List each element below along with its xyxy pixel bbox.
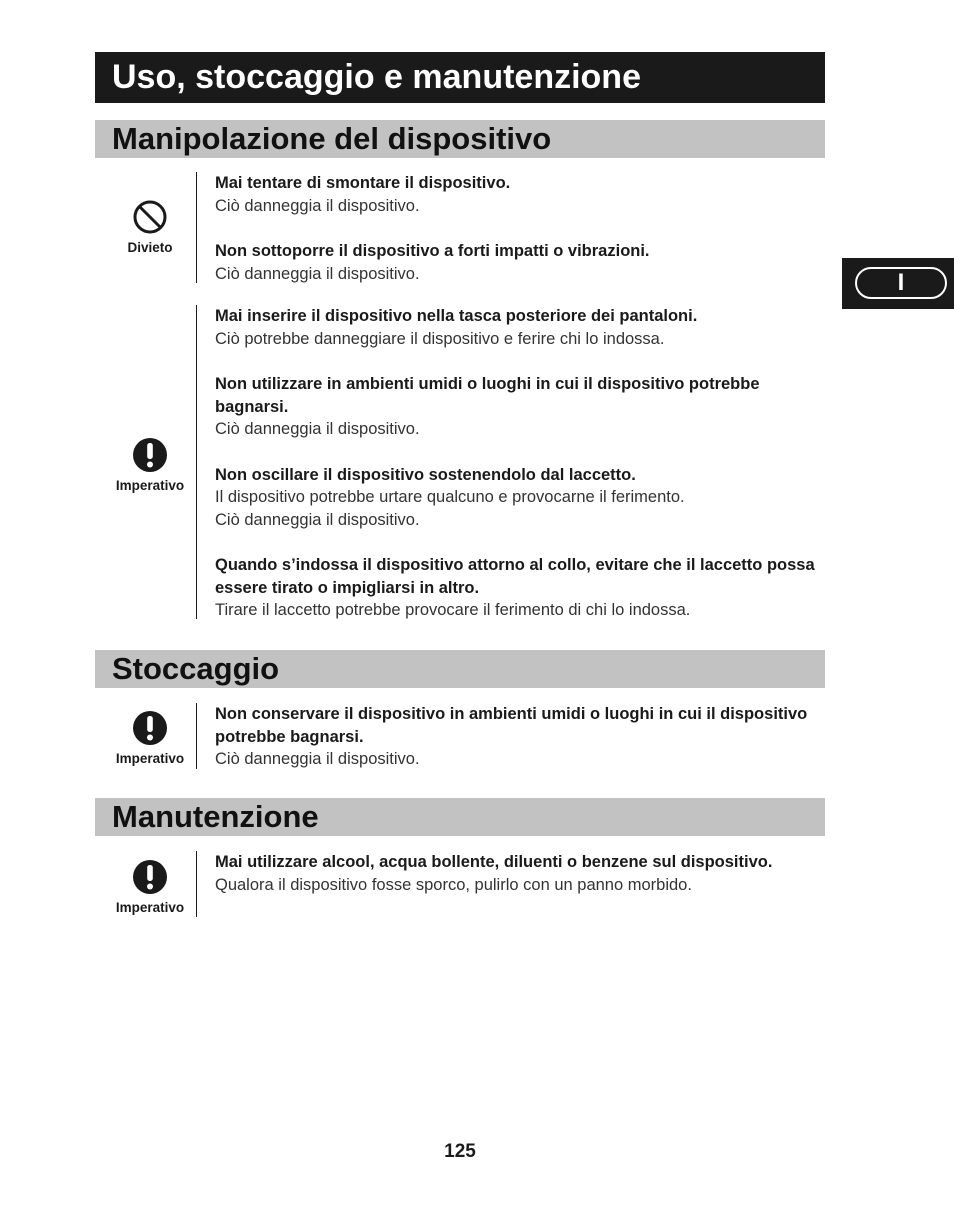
- prohibition-icon: [132, 199, 168, 235]
- consequence-text: Tirare il laccetto potrebbe provocare il ferimento di chi lo indossa.: [215, 601, 691, 619]
- warning-item: [215, 240, 825, 285]
- consequence-text: Qualora il dispositivo fosse sporco, pulirlo con un panno morbido.: [215, 875, 692, 894]
- warning-list: [215, 703, 825, 771]
- language-tab-label: I: [855, 267, 947, 299]
- page-title: Uso, stoccaggio e manutenzione: [95, 52, 825, 103]
- consequence-text: Ciò danneggia il dispositivo.: [215, 420, 420, 438]
- consequence-text: Ciò danneggia il dispositivo.: [215, 750, 420, 768]
- warning-text: Non sottoporre il dispositivo a forti impatti o vibrazioni.: [215, 242, 650, 260]
- warning-list: [215, 851, 825, 896]
- consequence-text: Ciò danneggia il dispositivo.: [215, 264, 420, 283]
- exclamation-icon: [132, 437, 168, 473]
- warning-text: Non conservare il dispositivo in ambienti umidi o luoghi in cui il dispositivo potrebbe bagnarsi.: [215, 705, 808, 746]
- page-number: 125: [444, 1141, 476, 1162]
- exclamation-icon: [132, 710, 168, 746]
- mandatory-label: Imperativo: [115, 478, 185, 493]
- divider-line: [196, 305, 197, 619]
- warning-list: [215, 172, 825, 285]
- warning-item: [215, 373, 825, 441]
- divider-line: [196, 703, 197, 769]
- warning-item: [215, 703, 825, 771]
- mandatory-group-maintenance: [95, 851, 825, 917]
- language-tab: [842, 258, 954, 309]
- exclamation-icon: [132, 859, 168, 895]
- warning-item: [215, 464, 825, 532]
- consequence-text: Il dispositivo potrebbe urtare qualcuno e provocarne il ferimento. Ciò danneggia il dispositivo.: [215, 488, 685, 529]
- divider-line: [196, 851, 197, 917]
- warning-item: [215, 554, 825, 622]
- consequence-text: Ciò potrebbe danneggiare il dispositivo e ferire chi lo indossa.: [215, 329, 665, 348]
- prohibition-label: Divieto: [127, 240, 173, 255]
- mandatory-label: Imperativo: [115, 751, 185, 766]
- warning-item: [215, 172, 825, 217]
- warning-text: Mai tentare di smontare il dispositivo.: [215, 174, 511, 192]
- warning-list: [215, 305, 825, 622]
- divider-line: [196, 172, 197, 283]
- prohibition-group: [95, 172, 825, 283]
- section-heading-maintenance: Manutenzione: [95, 798, 825, 836]
- warning-text: Mai inserire il dispositivo nella tasca posteriore dei pantaloni.: [215, 307, 698, 325]
- mandatory-symbol: [95, 710, 205, 766]
- section-heading-handling: Manipolazione del dispositivo: [95, 120, 825, 158]
- consequence-text: Ciò danneggia il dispositivo.: [215, 196, 420, 215]
- mandatory-group-storage: [95, 703, 825, 769]
- section-heading-storage: Stoccaggio: [95, 650, 825, 688]
- mandatory-symbol: [95, 437, 205, 493]
- warning-text: Quando s’indossa il dispositivo attorno al collo, evitare che il laccetto possa essere tirato o impigliarsi in altro.: [215, 556, 815, 597]
- warning-item: [215, 305, 825, 350]
- mandatory-label: Imperativo: [115, 900, 185, 915]
- warning-item: [215, 851, 825, 896]
- prohibition-symbol: [95, 199, 205, 255]
- warning-text: Non oscillare il dispositivo sostenendolo dal laccetto.: [215, 465, 636, 484]
- warning-text: Non utilizzare in ambienti umidi o luoghi in cui il dispositivo potrebbe bagnarsi.: [215, 375, 760, 416]
- mandatory-group-handling: [95, 305, 825, 619]
- mandatory-symbol: [95, 859, 205, 915]
- warning-text: Mai utilizzare alcool, acqua bollente, diluenti o benzene sul dispositivo.: [215, 853, 773, 871]
